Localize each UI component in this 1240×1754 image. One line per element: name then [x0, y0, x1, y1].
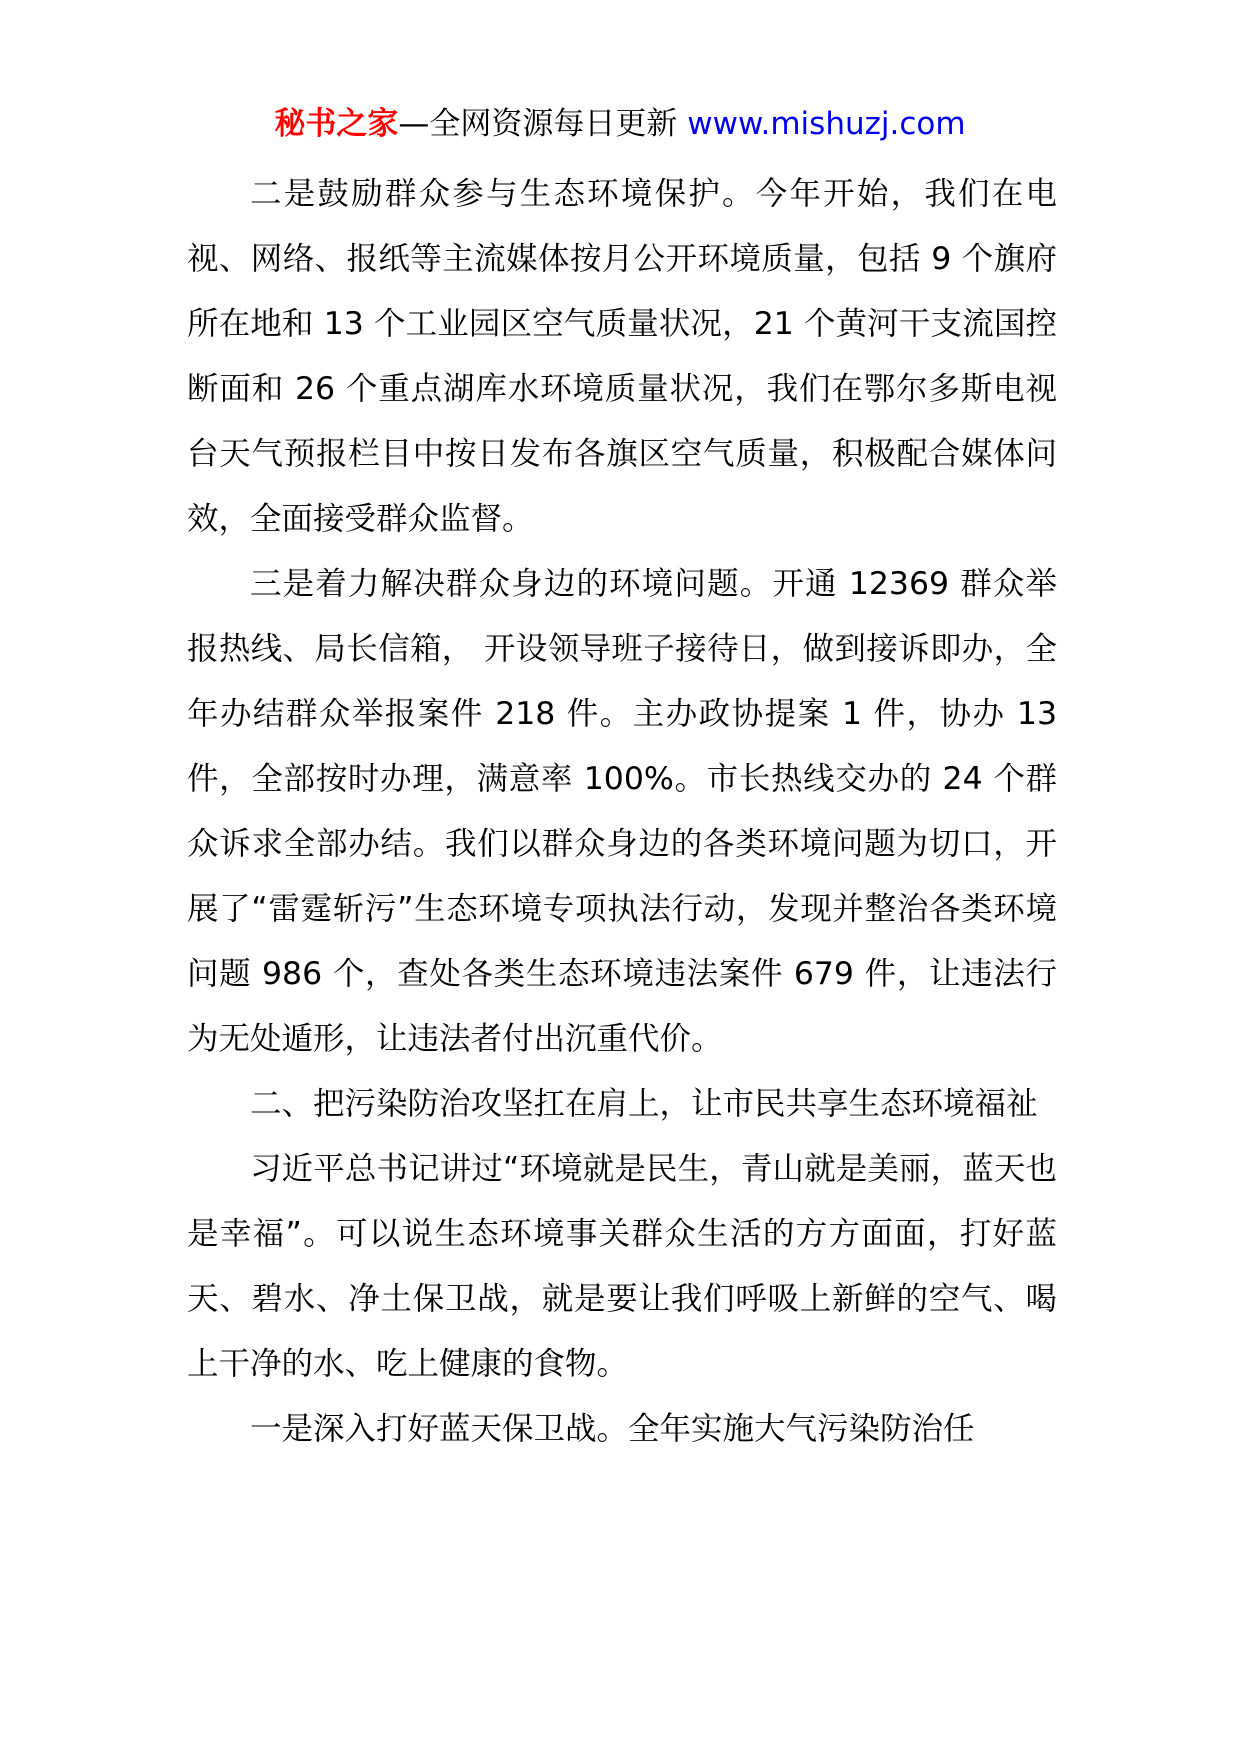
paragraph-environment-issues: 三是着力解决群众身边的环境问题。开通 12369 群众举报热线、局长信箱， 开设领导班子接待日，做到接诉即办，全年办结群众举报案件 218 件。主办政协提案 1 件，协办 13 件，全部按时办理，满意率 100%。市长热线交办的 24 个群众诉求全部办结。我们以群众身边的各类环境问题为切口，开展了“雷霆斩污”生态环境专项执法行动，发现并整治各类环境问题 986 个，查处各类生态环境违法案件 679 件，让违法行为无处遁形，让违法者付出沉重代价。 [187, 566, 1057, 1057]
site-brand: 秘书之家 [274, 106, 399, 142]
site-url[interactable]: www.mishuzj.com [687, 106, 966, 142]
site-header [0, 104, 1240, 144]
document-body [187, 162, 1057, 1462]
site-tagline: —全网资源每日更新 [398, 106, 688, 142]
section-heading-pollution-control: 二、把污染防治攻坚扛在肩上，让市民共享生态环境福祉 [250, 1086, 1038, 1122]
paragraph-blue-sky: 一是深入打好蓝天保卫战。全年实施大气污染防治任 [250, 1411, 975, 1447]
paragraph-public-participation: 二是鼓励群众参与生态环境保护。今年开始，我们在电视、网络、报纸等主流媒体按月公开环境质量，包括 9 个旗府所在地和 13 个工业园区空气质量状况，21 个黄河干支流国控断面和 26 个重点湖库水环境质量状况，我们在鄂尔多斯电视台天气预报栏目中按日发布各旗区空气质量，积极配合媒体问效，全面接受群众监督。 [187, 176, 1057, 537]
paragraph-xi-quote: 习近平总书记讲过“环境就是民生，青山就是美丽，蓝天也是幸福”。可以说生态环境事关群众生活的方方面面，打好蓝天、碧水、净土保卫战，就是要让我们呼吸上新鲜的空气、喝上干净的水、吃上健康的食物。 [187, 1151, 1057, 1382]
